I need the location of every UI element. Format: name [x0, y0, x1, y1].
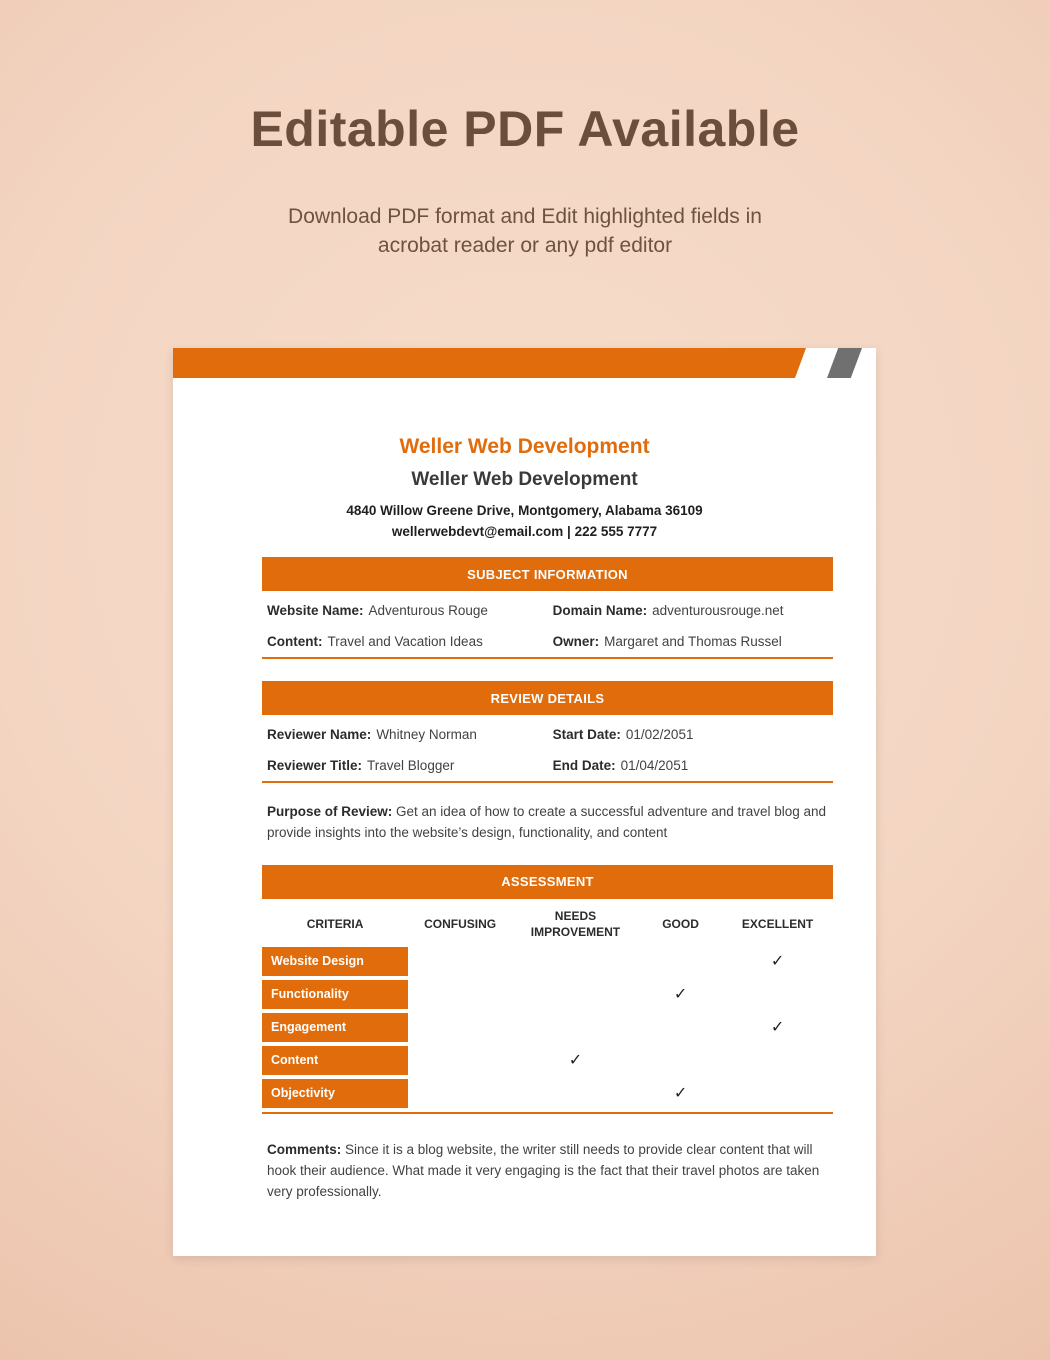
field-content: [262, 634, 553, 649]
field-value: Margaret and Thomas Russel: [604, 634, 782, 649]
field-label: Website Name:: [267, 603, 364, 618]
comments: [262, 1140, 833, 1203]
rating-cell-needs-improvement: ✓: [568, 1052, 583, 1070]
field-end-date: [553, 758, 833, 773]
top-orange-stripe: [173, 348, 806, 378]
field-label: Reviewer Name:: [267, 727, 372, 742]
rating-cell-good: ✓: [673, 1085, 688, 1103]
criteria-label: Objectivity: [262, 1079, 408, 1108]
column-header-confusing: CONFUSING: [424, 917, 497, 932]
assessment-row-objectivity: [262, 1079, 833, 1108]
criteria-label: Functionality: [262, 980, 408, 1009]
field-value: adventurousrouge.net: [652, 603, 784, 618]
rating-cell-excellent: ✓: [770, 1019, 785, 1037]
assessment-column-headers: [262, 899, 833, 947]
criteria-label: Content: [262, 1046, 408, 1075]
criteria-label: Engagement: [262, 1013, 408, 1042]
assessment-row-website-design: [262, 947, 833, 976]
assessment-row-content: [262, 1046, 833, 1075]
field-label: Reviewer Title:: [267, 758, 363, 773]
field-value: 01/04/2051: [620, 758, 689, 773]
field-label: Domain Name:: [552, 603, 648, 618]
field-row: [262, 595, 833, 626]
top-gray-stripe: [827, 348, 862, 378]
field-value: Adventurous Rouge: [368, 603, 488, 618]
subject-information-section: [262, 557, 833, 659]
field-domain-name: [553, 603, 833, 618]
field-reviewer-name: [262, 727, 553, 742]
purpose-of-review: [262, 802, 833, 844]
column-header-criteria: CRITERIA: [306, 917, 364, 932]
company-name: Weller Web Development: [411, 469, 638, 490]
assessment-section: [262, 865, 833, 1114]
assessment-row-functionality: [262, 980, 833, 1009]
banner-title: Editable PDF Available: [250, 101, 800, 157]
field-value: Whitney Norman: [376, 727, 477, 742]
field-website-name: [262, 603, 553, 618]
field-value: 01/02/2051: [625, 727, 694, 742]
field-label: Start Date:: [552, 727, 621, 742]
document-body: [262, 557, 833, 1203]
field-value: Travel and Vacation Ideas: [327, 634, 483, 649]
field-label: Owner:: [552, 634, 600, 649]
field-owner: [553, 634, 833, 649]
document-page: [173, 348, 876, 1256]
banner-subtitle-line1: Download PDF format and Edit highlighted fields in: [288, 205, 762, 228]
purpose-label: Purpose of Review:: [267, 804, 393, 819]
promo-banner: [0, 0, 1050, 261]
assessment-heading: ASSESSMENT: [262, 865, 833, 899]
column-header-good: GOOD: [662, 917, 699, 932]
assessment-rows: [262, 947, 833, 1114]
company-contact: wellerwebdevt@email.com | 222 555 7777: [391, 523, 658, 539]
comments-label: Comments:: [267, 1141, 342, 1157]
document-header: [173, 435, 876, 543]
field-row: [262, 719, 833, 750]
column-header-needs-improvement: NEEDS IMPROVEMENT: [530, 909, 621, 939]
criteria-label: Website Design: [262, 947, 408, 976]
banner-subtitle: [0, 202, 1050, 261]
assessment-row-engagement: [262, 1013, 833, 1042]
banner-subtitle-line2: acrobat reader or any pdf editor: [377, 234, 673, 258]
company-title: Weller Web Development: [399, 435, 650, 458]
purpose-text: Get an idea of how to create a successful adventure and travel blog and provide insights into the website’s design, functionality, and content: [267, 804, 827, 840]
subject-information-fields: [262, 591, 833, 659]
review-details-section: [262, 681, 833, 783]
column-header-excellent: EXCELLENT: [741, 917, 814, 932]
rating-cell-good: ✓: [673, 986, 688, 1004]
comments-text: Since it is a blog website, the writer still needs to provide clear content that will hook their audience. What made it very engaging is the fact that their travel photos are taken very professionally.: [267, 1141, 820, 1199]
field-value: Travel Blogger: [367, 758, 455, 773]
field-label: End Date:: [552, 758, 616, 773]
review-details-heading: REVIEW DETAILS: [262, 681, 833, 715]
subject-information-heading: SUBJECT INFORMATION: [262, 557, 833, 591]
field-reviewer-title: [262, 758, 553, 773]
rating-cell-excellent: ✓: [770, 953, 785, 971]
field-row: [262, 626, 833, 657]
field-row: [262, 750, 833, 781]
company-address: 4840 Willow Greene Drive, Montgomery, Alabama 36109: [346, 503, 703, 518]
review-details-fields: [262, 715, 833, 783]
field-label: Content:: [267, 634, 323, 649]
field-start-date: [553, 727, 833, 742]
